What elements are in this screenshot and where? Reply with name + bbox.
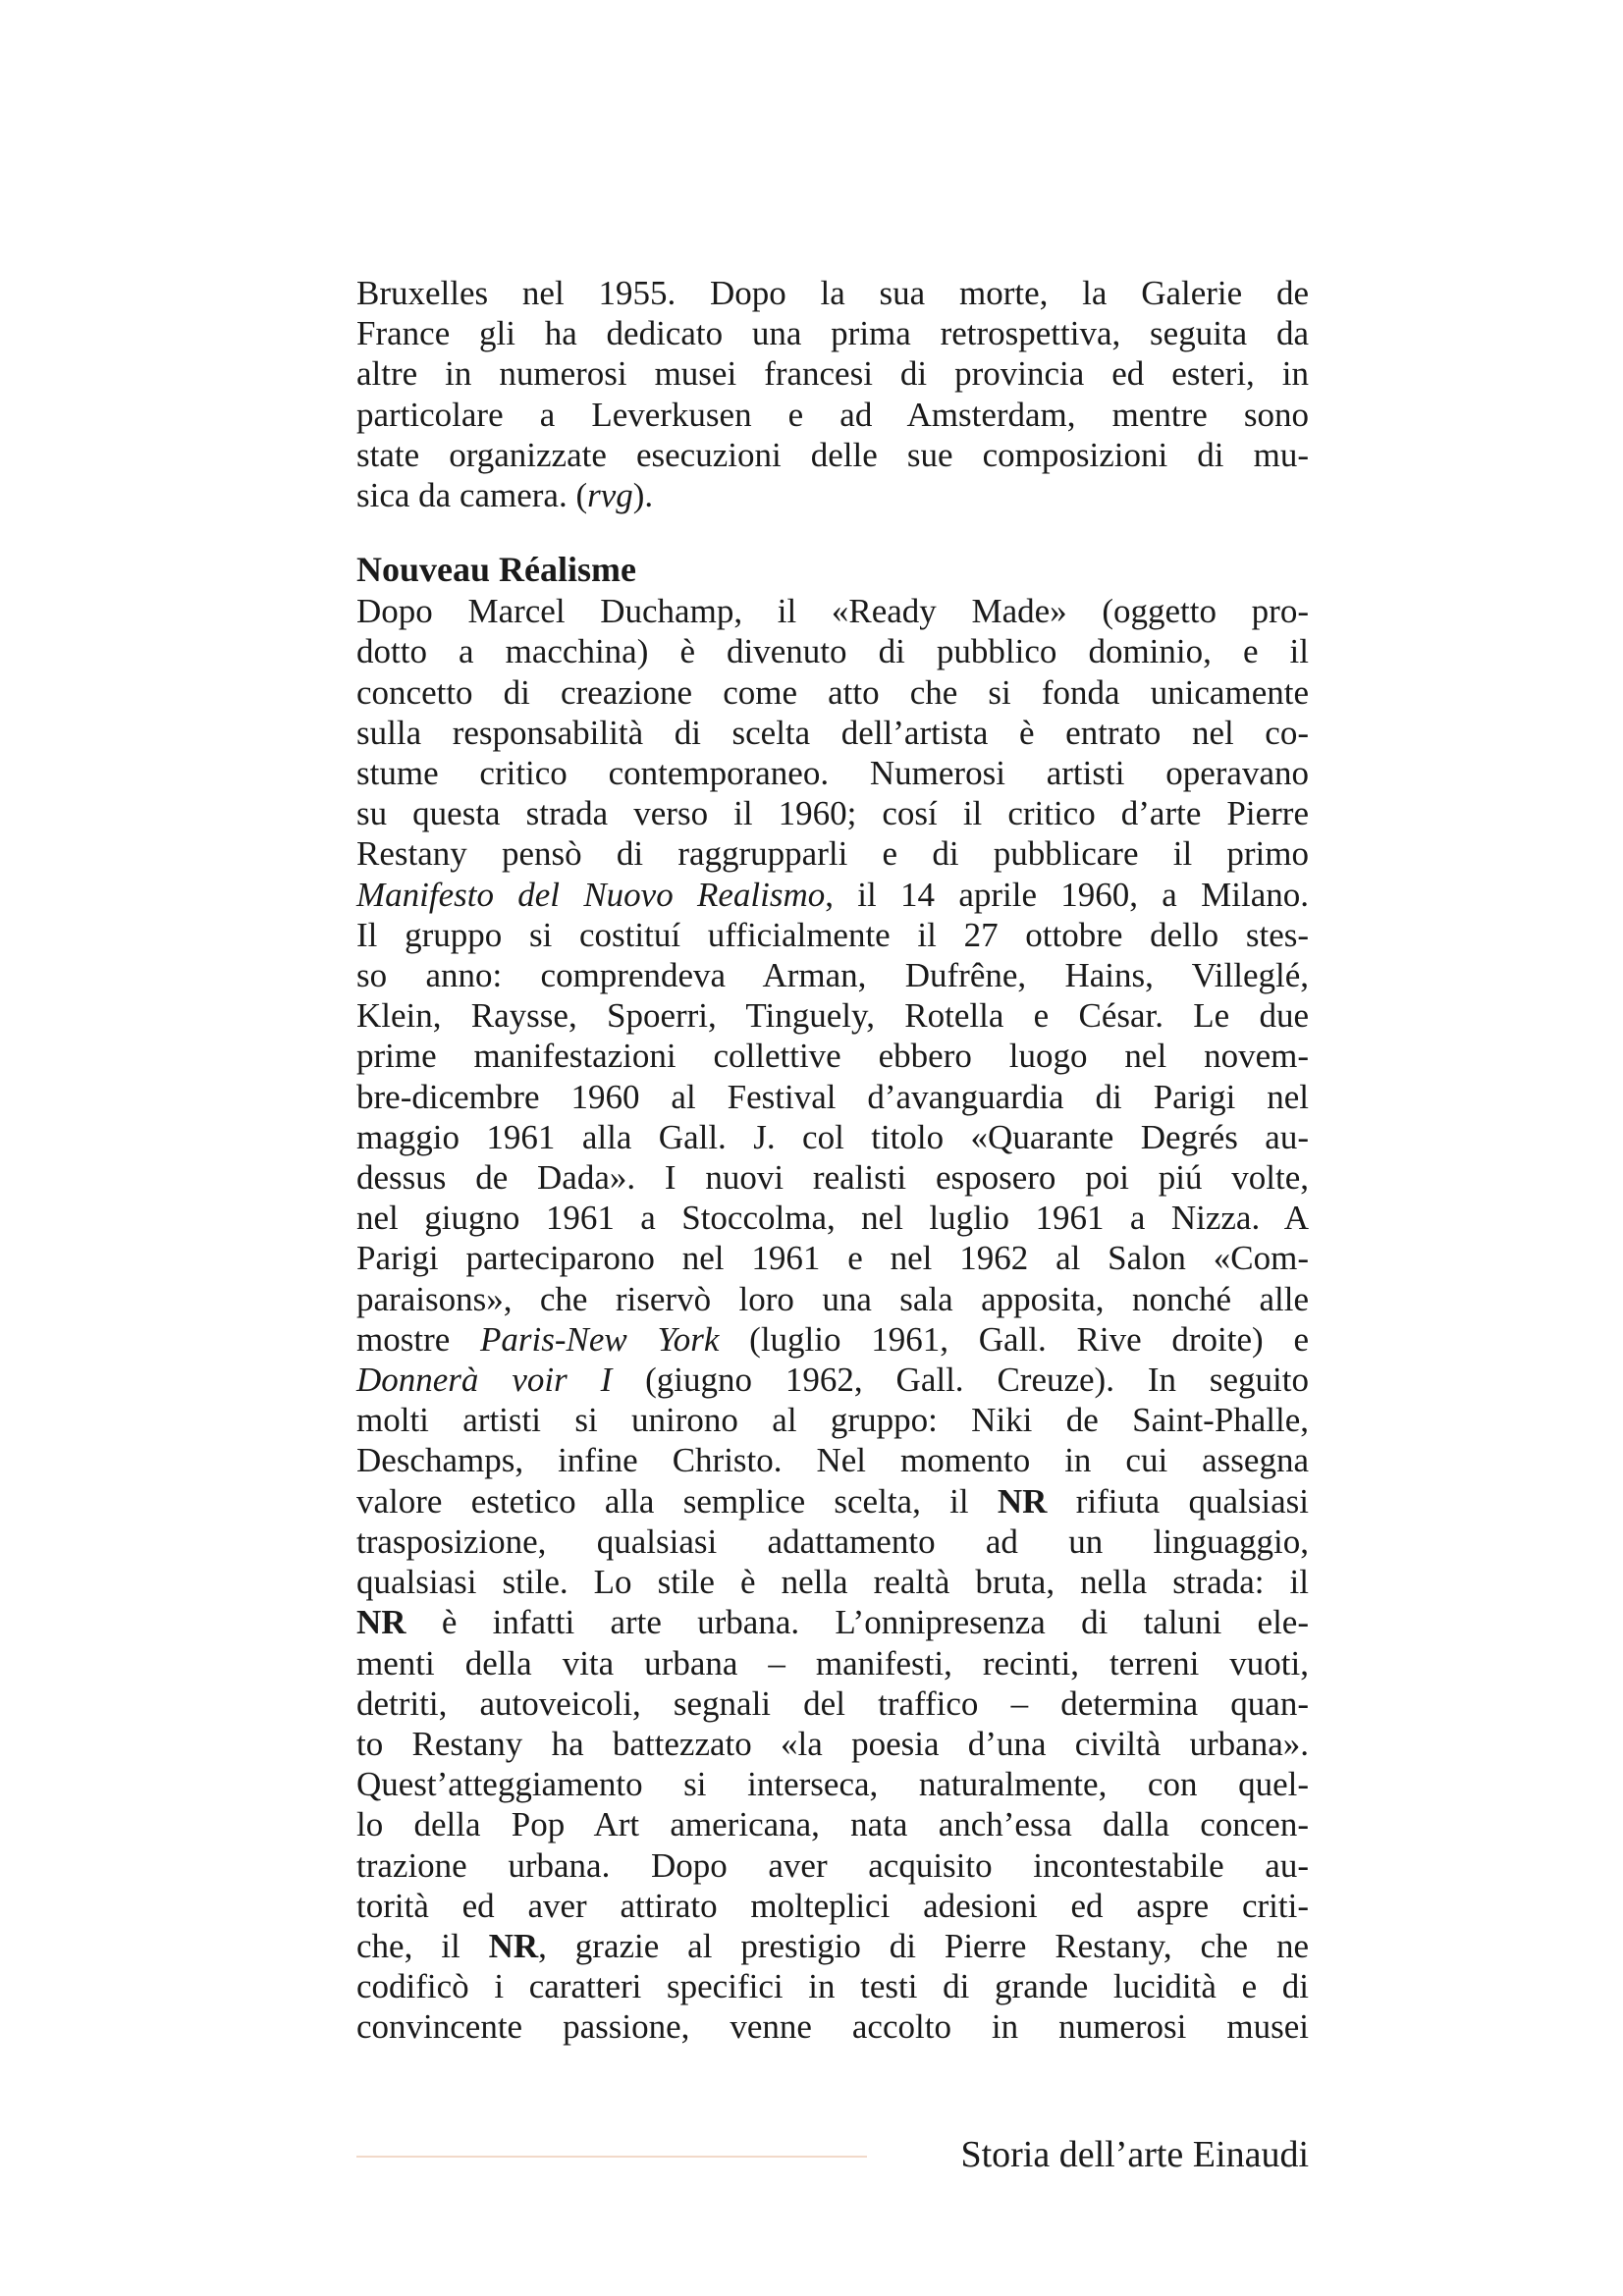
footer-rule xyxy=(356,2156,867,2158)
exhibition-title: Donnerà voir I xyxy=(356,1361,613,1400)
text-line: France gli ha dedicato una prima retrospettiva, seguita da xyxy=(356,314,1309,353)
text-line: Dopo Marcel Duchamp, il «Ready Made» (oggetto pro- xyxy=(356,592,1309,631)
text-fragment: ). xyxy=(632,476,654,515)
text-line: state organizzate esecuzioni delle sue composizioni di mu- xyxy=(356,435,1309,474)
text-line: detriti, autoveicoli, segnali del traffico – determina quan- xyxy=(356,1683,1309,1723)
text-line: codificò i caratteri specifici in testi di grande lucidità e di xyxy=(356,1967,1309,2006)
text-line: Deschamps, infine Christo. Nel momento in cui assegna xyxy=(356,1441,1309,1480)
text-line: dotto a macchina) è divenuto di pubblico dominio, e il xyxy=(356,632,1309,671)
text-fragment: è infatti arte urbana. L’onnipresenza di taluni ele- xyxy=(406,1603,1309,1642)
text-line xyxy=(356,1319,1309,1360)
text-fragment: valore estetico alla semplice scelta, il xyxy=(356,1481,998,1521)
author-initials: rvg xyxy=(587,476,633,515)
intro-paragraph xyxy=(356,273,1309,515)
text-line: Il gruppo si costituí ufficialmente il 27 ottobre dello stes- xyxy=(356,915,1309,954)
text-line xyxy=(356,1926,1309,1966)
text-line xyxy=(356,1481,1309,1522)
text-line: stume critico contemporaneo. Numerosi artisti operavano xyxy=(356,754,1309,793)
text-line: paraisons», che riservò loro una sala apposita, nonché alle xyxy=(356,1279,1309,1318)
manifesto-title: Manifesto del Nuovo Realismo xyxy=(356,875,826,914)
text-fragment: rifiuta qualsiasi xyxy=(1047,1481,1309,1521)
text-fragment: (giugno 1962, Gall. Creuze). In seguito xyxy=(612,1361,1309,1400)
page-body xyxy=(356,273,1309,2048)
text-line xyxy=(356,875,1309,915)
abbr-nr: NR xyxy=(356,1603,406,1642)
text-line: concetto di creazione come atto che si fonda unicamente xyxy=(356,672,1309,712)
text-line: molti artisti si unirono al gruppo: Niki de Saint-Phalle, xyxy=(356,1401,1309,1440)
text-line: so anno: comprendeva Arman, Dufrêne, Hains, Villeglé, xyxy=(356,956,1309,995)
text-fragment: , grazie al prestigio di Pierre Restany, che ne xyxy=(538,1926,1309,1965)
text-line: particolare a Leverkusen e ad Amsterdam, mentre sono xyxy=(356,395,1309,434)
text-line: Parigi parteciparono nel 1961 e nel 1962 al Salon «Com- xyxy=(356,1239,1309,1278)
text-line: convincente passione, venne accolto in numerosi musei xyxy=(356,2007,1309,2047)
page-footer xyxy=(356,2130,1309,2179)
text-line: Restany pensò di raggrupparli e di pubblicare il primo xyxy=(356,834,1309,874)
abbr-nr: NR xyxy=(488,1926,539,1965)
text-line: maggio 1961 alla Gall. J. col titolo «Quarante Degrés au- xyxy=(356,1117,1309,1156)
text-line: menti della vita urbana – manifesti, recinti, terreni vuoti, xyxy=(356,1643,1309,1682)
text-line: su questa strada verso il 1960; cosí il critico d’arte Pierre xyxy=(356,794,1309,833)
text-line: trasposizione, qualsiasi adattamento ad un linguaggio, xyxy=(356,1522,1309,1561)
section-paragraph xyxy=(356,591,1309,2047)
text-line: Klein, Raysse, Spoerri, Tinguely, Rotella e César. Le due xyxy=(356,996,1309,1036)
text-fragment: che, il xyxy=(356,1926,489,1965)
text-line: bre-dicembre 1960 al Festival d’avanguardia di Parigi nel xyxy=(356,1077,1309,1116)
text-line: to Restany ha battezzato «la poesia d’una civiltà urbana». xyxy=(356,1724,1309,1763)
text-fragment: mostre xyxy=(356,1319,481,1359)
text-line: trazione urbana. Dopo aver acquisito incontestabile au- xyxy=(356,1845,1309,1885)
text-fragment: (luglio 1961, Gall. Rive droite) e xyxy=(719,1319,1309,1359)
text-line: altre in numerosi musei francesi di provincia ed esteri, in xyxy=(356,354,1309,394)
section-heading: Nouveau Réalisme xyxy=(356,550,636,590)
footer-title: Storia dell’arte Einaudi xyxy=(960,2134,1309,2175)
text-line xyxy=(356,1602,1309,1642)
text-fragment: sica da camera. ( xyxy=(356,476,588,515)
text-line: dessus de Dada». I nuovi realisti esposero poi piú volte, xyxy=(356,1158,1309,1198)
text-line: prime manifestazioni collettive ebbero luogo nel novem- xyxy=(356,1037,1309,1076)
text-line: qualsiasi stile. Lo stile è nella realtà bruta, nella strada: il xyxy=(356,1563,1309,1602)
text-line: sulla responsabilità di scelta dell’artista è entrato nel co- xyxy=(356,713,1309,752)
text-line: lo della Pop Art americana, nata anch’essa dalla concen- xyxy=(356,1805,1309,1844)
text-line xyxy=(356,1360,1309,1400)
text-line xyxy=(356,475,1309,515)
abbr-nr: NR xyxy=(997,1481,1048,1521)
text-line: nel giugno 1961 a Stoccolma, nel luglio 1961 a Nizza. A xyxy=(356,1199,1309,1238)
text-line: Bruxelles nel 1955. Dopo la sua morte, la Galerie de xyxy=(356,274,1309,312)
text-line: Quest’atteggiamento si interseca, naturalmente, con quel- xyxy=(356,1765,1309,1804)
text-fragment: , il 14 aprile 1960, a Milano. xyxy=(825,875,1309,914)
text-line: torità ed aver attirato molteplici adesioni ed aspre criti- xyxy=(356,1886,1309,1925)
exhibition-title: Paris-New York xyxy=(480,1319,720,1359)
